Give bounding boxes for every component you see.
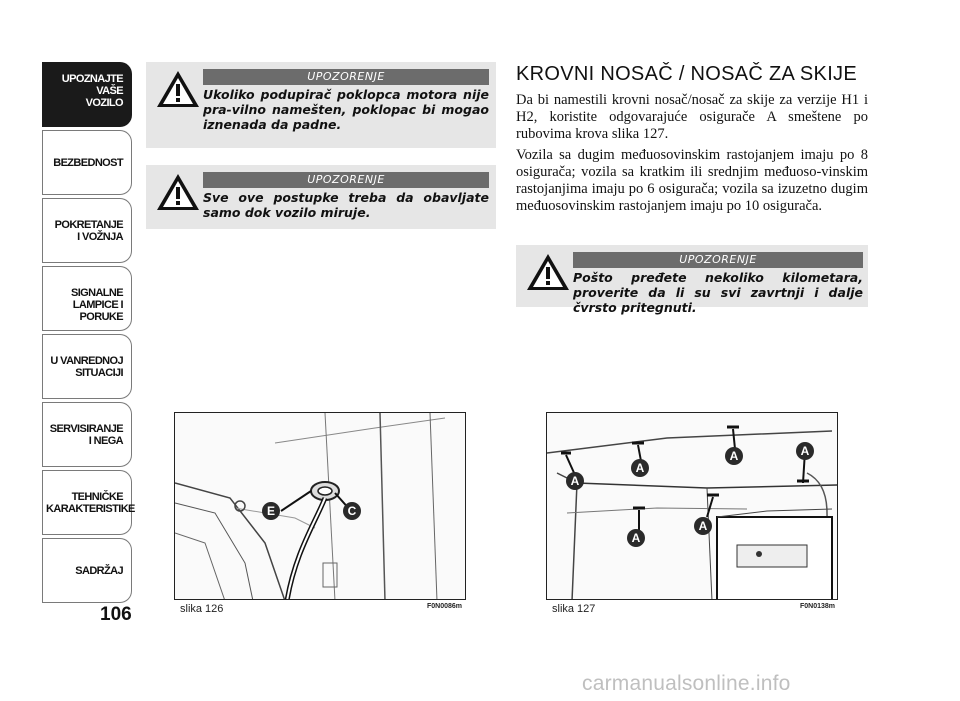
- tab-pokretanje-i-voznja[interactable]: POKRETANJE I VOŽNJA: [42, 198, 132, 263]
- tab-u-vanrednoj-situaciji[interactable]: U VANREDNOJ SITUACIJI: [42, 334, 132, 399]
- callout-label: E: [262, 502, 280, 520]
- figure-caption: slika 127: [552, 603, 596, 615]
- warning-triangle-icon: [155, 172, 201, 212]
- hood-prop-illustration: [175, 413, 466, 600]
- roof-rack-illustration: [547, 413, 838, 600]
- warning-box: [146, 165, 496, 229]
- warning-header: UPOZORENJE: [203, 69, 489, 85]
- figure-code: F0N0086m: [427, 603, 463, 610]
- tab-tehnicke-karakteristike[interactable]: TEHNIČKE KARAKTERISTIKE: [42, 470, 132, 535]
- warning-triangle-icon: [155, 69, 201, 109]
- callout-label: A: [627, 529, 645, 547]
- paragraph: Da bi namestili krovni nosač/nosač za skije za verzije H1 i H2, koristite odgovarajuće osigurače A smeštene po rubovima krova slika 127.: [516, 92, 868, 142]
- warning-triangle-icon: [525, 252, 571, 292]
- warning-box: [146, 62, 496, 148]
- callout-label: A: [631, 459, 649, 477]
- watermark: carmanualsonline.info: [582, 672, 791, 695]
- callout-label: A: [566, 472, 584, 490]
- page-number: 106: [100, 604, 132, 625]
- section-title: KROVNI NOSAČ / NOSAČ ZA SKIJE: [516, 63, 857, 85]
- warning-header: UPOZORENJE: [573, 252, 863, 268]
- warning-header: UPOZORENJE: [203, 172, 489, 188]
- callout-label: C: [343, 502, 361, 520]
- tab-servisiranje-i-nega[interactable]: SERVISIRANJE I NEGA: [42, 402, 132, 467]
- paragraph: Vozila sa dugim međuosovinskim rastojanjem imaju po 8 osigurača; vozila sa kratkim ili srednjim međuoso-vinskim rastojanjima imaju po 6 osigurača; vozila sa izuzetno dugim međuosovinskim rastojanjem imaju po 10 osigurača.: [516, 147, 868, 214]
- tab-bezbednost[interactable]: BEZBEDNOST: [42, 130, 132, 195]
- tab-sadrzaj[interactable]: SADRŽAJ: [42, 538, 132, 603]
- warning-text: Sve ove postupke treba da obavljate samo dok vozilo miruje.: [203, 190, 489, 220]
- warning-text: Pošto pređete nekoliko kilometara, proverite da li su svi zavrtnji i dalje čvrsto pritegnuti.: [573, 270, 863, 315]
- figure-code: F0N0138m: [800, 603, 836, 610]
- callout-label: A: [694, 517, 712, 535]
- tab-signalne-lampice[interactable]: SIGNALNE LAMPICE I PORUKE: [42, 266, 132, 331]
- callout-label: A: [796, 442, 814, 460]
- figure-caption: slika 126: [180, 603, 224, 615]
- tab-upoznajte-vase-vozilo[interactable]: UPOZNAJTE VAŠE VOZILO: [42, 62, 132, 127]
- callout-label: A: [725, 447, 743, 465]
- figure-roof-rack: [546, 412, 838, 600]
- warning-box: [516, 245, 868, 315]
- figure-hood-prop: [174, 412, 466, 600]
- warning-text: Ukoliko podupirač poklopca motora nije pra-vilno namešten, poklopac bi mogao iznenada da padne.: [203, 87, 489, 132]
